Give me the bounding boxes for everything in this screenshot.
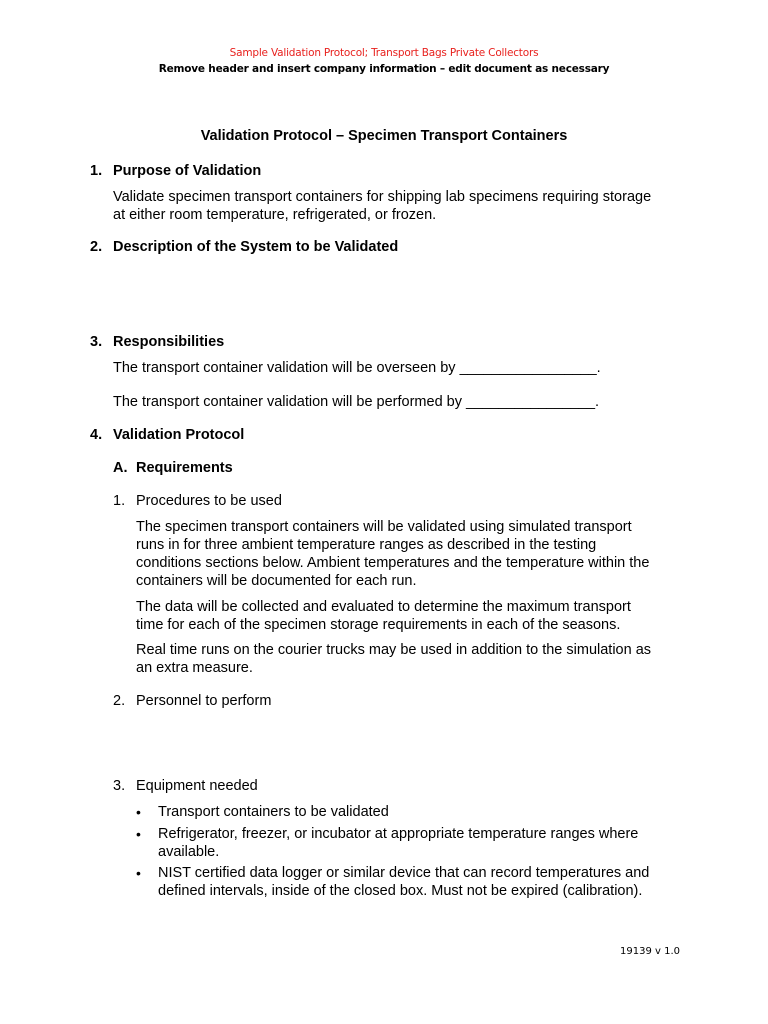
equipment-bullet-line: available. xyxy=(158,844,220,860)
section-4-heading: Validation Protocol xyxy=(113,427,245,443)
data-paragraph-line: The data will be collected and evaluated to determine the maximum transport xyxy=(136,599,631,615)
equipment-bullet-line: NIST certified data logger or similar device that can record temperatures and xyxy=(158,865,650,881)
section-2-number: 2. xyxy=(90,239,103,255)
subsection-a-heading: Requirements xyxy=(136,460,233,476)
header-sample-notice: Sample Validation Protocol; Transport Bags Private Collectors xyxy=(229,47,539,59)
section-3-number: 3. xyxy=(90,334,103,350)
header-instruction: Remove header and insert company information – edit document as necessary xyxy=(158,63,610,75)
section-4-number: 4. xyxy=(90,427,103,443)
procedure-paragraph-line: containers will be documented for each run. xyxy=(136,573,417,589)
item-1-label: Procedures to be used xyxy=(136,493,282,509)
document-version-footer: 19139 v 1.0 xyxy=(620,946,680,957)
procedure-paragraph-line: The specimen transport containers will be validated using simulated transport xyxy=(136,519,632,535)
subsection-a-letter: A. xyxy=(113,460,128,476)
item-2-label: Personnel to perform xyxy=(136,693,272,709)
equipment-bullet-line: Refrigerator, freezer, or incubator at appropriate temperature ranges where xyxy=(158,826,639,842)
section-1-heading: Purpose of Validation xyxy=(113,163,262,179)
section-2-heading: Description of the System to be Validated xyxy=(113,239,399,255)
data-paragraph-line: time for each of the specimen storage requirements in each of the seasons. xyxy=(136,617,621,633)
item-1-number: 1. xyxy=(113,493,126,509)
section-1-body-line: at either room temperature, refrigerated, or frozen. xyxy=(113,207,437,223)
section-3-heading: Responsibilities xyxy=(113,334,225,350)
section-1-number: 1. xyxy=(90,163,103,179)
performed-by-line: The transport container validation will be performed by ________________. xyxy=(113,394,600,410)
realtime-paragraph-line: an extra measure. xyxy=(136,660,253,676)
bullet-icon: • xyxy=(136,865,141,881)
procedure-paragraph-line: conditions sections below. Ambient temperatures and the temperature within the xyxy=(136,555,650,571)
equipment-bullet-line: Transport containers to be validated xyxy=(158,804,389,820)
bullet-icon: • xyxy=(136,826,141,842)
procedure-paragraph-line: runs in for three ambient temperature ranges as described in the testing xyxy=(136,537,597,553)
equipment-bullet-line: defined intervals, inside of the closed box. Must not be expired (calibration). xyxy=(158,883,643,899)
overseen-by-line: The transport container validation will be overseen by _________________. xyxy=(113,360,601,376)
bullet-icon: • xyxy=(136,804,141,820)
section-1-body-line: Validate specimen transport containers for shipping lab specimens requiring storage xyxy=(113,189,652,205)
realtime-paragraph-line: Real time runs on the courier trucks may be used in addition to the simulation as xyxy=(136,642,652,658)
item-3-label: Equipment needed xyxy=(136,778,258,794)
item-2-number: 2. xyxy=(113,693,126,709)
item-3-number: 3. xyxy=(113,778,126,794)
document-title: Validation Protocol – Specimen Transport Containers xyxy=(200,128,568,144)
